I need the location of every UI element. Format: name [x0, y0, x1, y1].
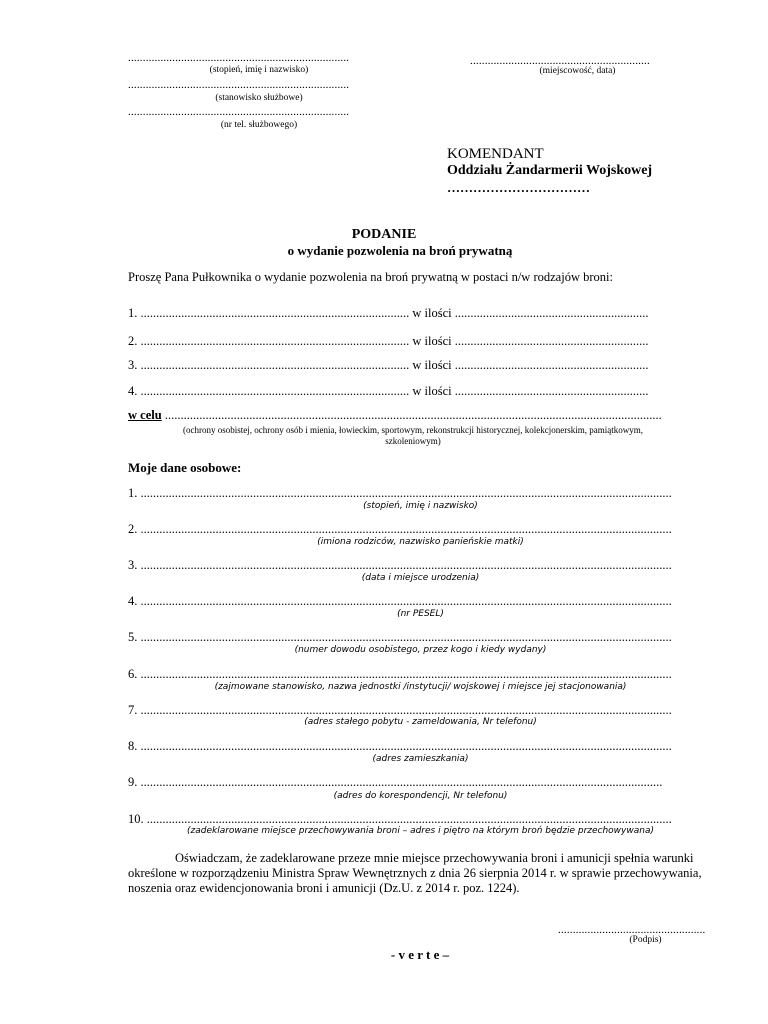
purpose-field[interactable]: ...............................................................................................................................................................	[161, 408, 662, 422]
quantity-label: w ilości	[412, 358, 452, 372]
position-caption: (stanowisko służbowe)	[215, 93, 303, 103]
weapon-type-field[interactable]: 4. ......................................................................................	[128, 384, 410, 398]
personal-field-4[interactable]: 4. ..........................................................................................................................................................................	[128, 594, 672, 608]
personal-field-9[interactable]: 9. .......................................................................................................................................................................	[128, 775, 663, 789]
weapon-row[interactable]	[128, 334, 676, 349]
signature-field[interactable]: ..................................................	[558, 924, 706, 936]
personal-caption-7: (adres stałego pobytu - zameldowania, Nr telefonu)	[304, 717, 537, 727]
personal-field-2[interactable]: 2. ..........................................................................................................................................................................	[128, 522, 672, 536]
weapon-type-field[interactable]: 2. ......................................................................................	[128, 334, 410, 348]
personal-field-5[interactable]: 5. ..........................................................................................................................................................................	[128, 630, 672, 644]
purpose-row[interactable]	[128, 408, 676, 423]
addressee-title: KOMENDANT	[447, 146, 544, 162]
declaration-line-3: noszenia oraz ewidencjonowania broni i amunicji (Dz.U. z 2014 r. poz. 1224).	[128, 881, 520, 895]
weapon-type-field[interactable]: 3. ......................................................................................	[128, 358, 410, 372]
personal-field-1[interactable]: 1. ..........................................................................................................................................................................	[128, 486, 672, 500]
personal-field-10[interactable]: 10. ........................................................................................................................................................................	[128, 812, 672, 826]
phone-dots[interactable]: ...........................................................................	[128, 106, 350, 118]
purpose-caption-1: (ochrony osobistej, ochrony osób i mienia, łowieckim, sportowym, rekonstrukcji historycznej, kolekcjonerskim, pamiątkowym,	[183, 425, 643, 435]
phone-caption: (nr tel. służbowego)	[220, 120, 298, 130]
personal-field-3[interactable]: 3. ..........................................................................................................................................................................	[128, 558, 672, 572]
personal-data-heading: Moje dane osobowe:	[128, 460, 242, 475]
verte-footer: - v e r t e –	[390, 947, 450, 962]
personal-field-7[interactable]: 7. ..........................................................................................................................................................................	[128, 703, 672, 717]
document-subtitle: o wydanie pozwolenia na broń prywatną	[287, 243, 513, 258]
personal-caption-1: (stopień, imię i nazwisko)	[363, 501, 478, 511]
weapon-row[interactable]	[128, 358, 676, 373]
personal-caption-6: (zajmowane stanowisko, nazwa jednostki /instytucji/ wojskowej i miejsce jej stacjonowania)	[214, 682, 627, 692]
addressee-unit: Oddziału Żandarmerii Wojskowej	[447, 163, 653, 178]
personal-caption-3: (data i miejsce urodzenia)	[361, 573, 480, 583]
purpose-label: w celu	[128, 408, 162, 422]
quantity-label: w ilości	[412, 306, 452, 320]
personal-caption-2: (imiona rodziców, nazwisko panieńskie matki)	[317, 537, 524, 547]
weapon-row[interactable]	[128, 384, 676, 399]
personal-field-8[interactable]: 8. ..........................................................................................................................................................................	[128, 739, 672, 753]
weapon-type-field[interactable]: 1. ......................................................................................	[128, 306, 410, 320]
quantity-label: w ilości	[412, 384, 452, 398]
signature-caption: (Podpis)	[629, 935, 662, 945]
personal-caption-10: (zadeklarowane miejsce przechowywania broni – adres i piętro na którym broń będzie przechowywana)	[187, 826, 654, 836]
declaration-line-2: określone w rozporządzeniu Ministra Spraw Wewnętrznych z dnia 26 sierpnia 2014 r. w sprawie przechowywania,	[128, 866, 702, 880]
personal-caption-5: (numer dowodu osobistego, przez kogo i kiedy wydany)	[294, 645, 547, 655]
quantity-field[interactable]: ..............................................................	[451, 384, 649, 398]
intro-text: Proszę Pana Pułkownika o wydanie pozwolenia na broń prywatną w postaci n/w rodzajów broni:	[128, 270, 613, 284]
personal-caption-9: (adres do korespondencji, Nr telefonu)	[333, 791, 508, 801]
quantity-field[interactable]: ..............................................................	[451, 358, 649, 372]
personal-field-6[interactable]: 6. ..........................................................................................................................................................................	[128, 667, 672, 681]
declaration-line-1: Oświadczam, że zadeklarowane przeze mnie miejsce przechowywania broni i amunicji spełnia warunki	[175, 851, 694, 865]
rank-name-dots[interactable]: ...........................................................................	[128, 52, 350, 64]
document-title: PODANIE	[351, 227, 417, 242]
purpose-caption-2: szkoleniowym)	[385, 436, 441, 446]
place-date-dots[interactable]: .............................................................	[470, 55, 650, 67]
place-date-caption: (miejscowość, data)	[539, 66, 616, 76]
addressee-dots[interactable]: ……………………………	[447, 180, 590, 195]
weapon-row[interactable]	[128, 306, 676, 321]
position-dots[interactable]: ...........................................................................	[128, 79, 350, 91]
personal-caption-4: (nr PESEL)	[397, 609, 444, 619]
rank-name-caption: (stopień, imię i nazwisko)	[209, 65, 309, 75]
quantity-label: w ilości	[412, 334, 452, 348]
personal-caption-8: (adres zamieszkania)	[372, 754, 469, 764]
quantity-field[interactable]: ..............................................................	[451, 334, 649, 348]
quantity-field[interactable]: ..............................................................	[451, 306, 649, 320]
